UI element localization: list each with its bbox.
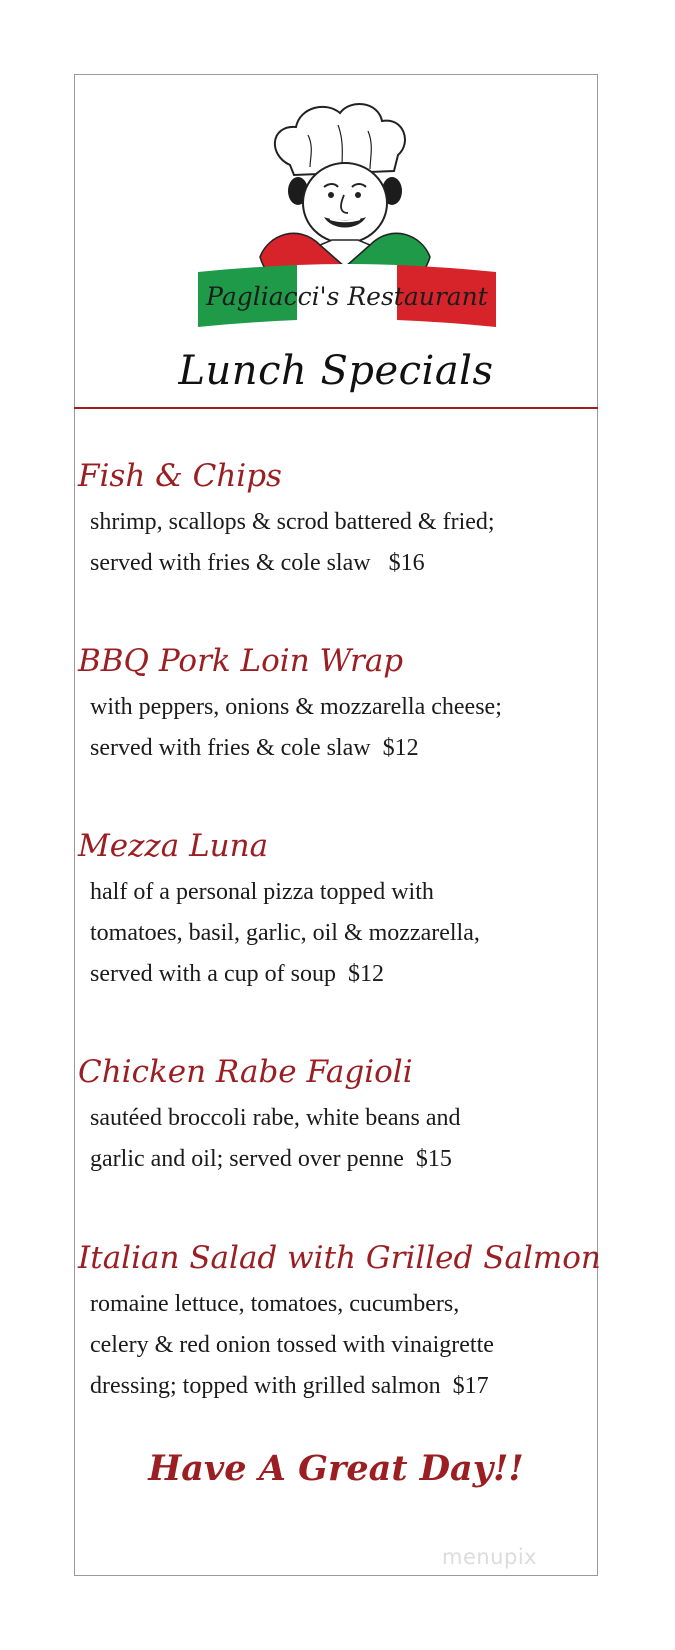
item-description (78, 1284, 594, 1407)
description-line: dressing; topped with grilled salmon $17 (90, 1373, 489, 1399)
description-line: served with fries & cole slaw $12 (90, 735, 419, 761)
description-line: tomatoes, basil, garlic, oil & mozzarella, (90, 920, 480, 946)
description-line: sautéed broccoli rabe, white beans and (90, 1105, 461, 1131)
item-name: Fish & Chips (78, 458, 282, 494)
item-description (78, 687, 594, 769)
description-line: served with a cup of soup $12 (90, 961, 384, 987)
item-name: BBQ Pork Loin Wrap (78, 643, 404, 679)
item-description (78, 1098, 594, 1180)
menu-item (78, 1052, 594, 1180)
description-line: shrimp, scallops & scrod battered & fried; (90, 509, 495, 535)
page-title: Lunch Specials (178, 348, 494, 394)
item-name: Chicken Rabe Fagioli (78, 1054, 413, 1090)
description-line: half of a personal pizza topped with (90, 879, 434, 905)
closing-message: Have A Great Day!! (148, 1448, 524, 1489)
menu-item (78, 456, 594, 584)
menu-item (78, 826, 594, 995)
header-divider (74, 407, 598, 409)
watermark: menupix (442, 1545, 538, 1569)
menu-item (78, 641, 594, 769)
restaurant-name: Pagliacci's Restaurant (206, 282, 488, 311)
chef-face-icon (303, 163, 387, 243)
item-name: Italian Salad with Grilled Salmon (78, 1240, 601, 1276)
description-line: celery & red onion tossed with vinaigrette (90, 1332, 494, 1358)
item-description (78, 502, 594, 584)
item-name: Mezza Luna (78, 828, 269, 864)
description-line: garlic and oil; served over penne $15 (90, 1146, 452, 1172)
description-line: romaine lettuce, tomatoes, cucumbers, (90, 1291, 460, 1317)
description-line: with peppers, onions & mozzarella cheese; (90, 694, 502, 720)
description-line: served with fries & cole slaw $16 (90, 550, 425, 576)
menu-item (78, 1238, 601, 1407)
chef-logo (198, 95, 496, 345)
item-description (78, 872, 594, 995)
